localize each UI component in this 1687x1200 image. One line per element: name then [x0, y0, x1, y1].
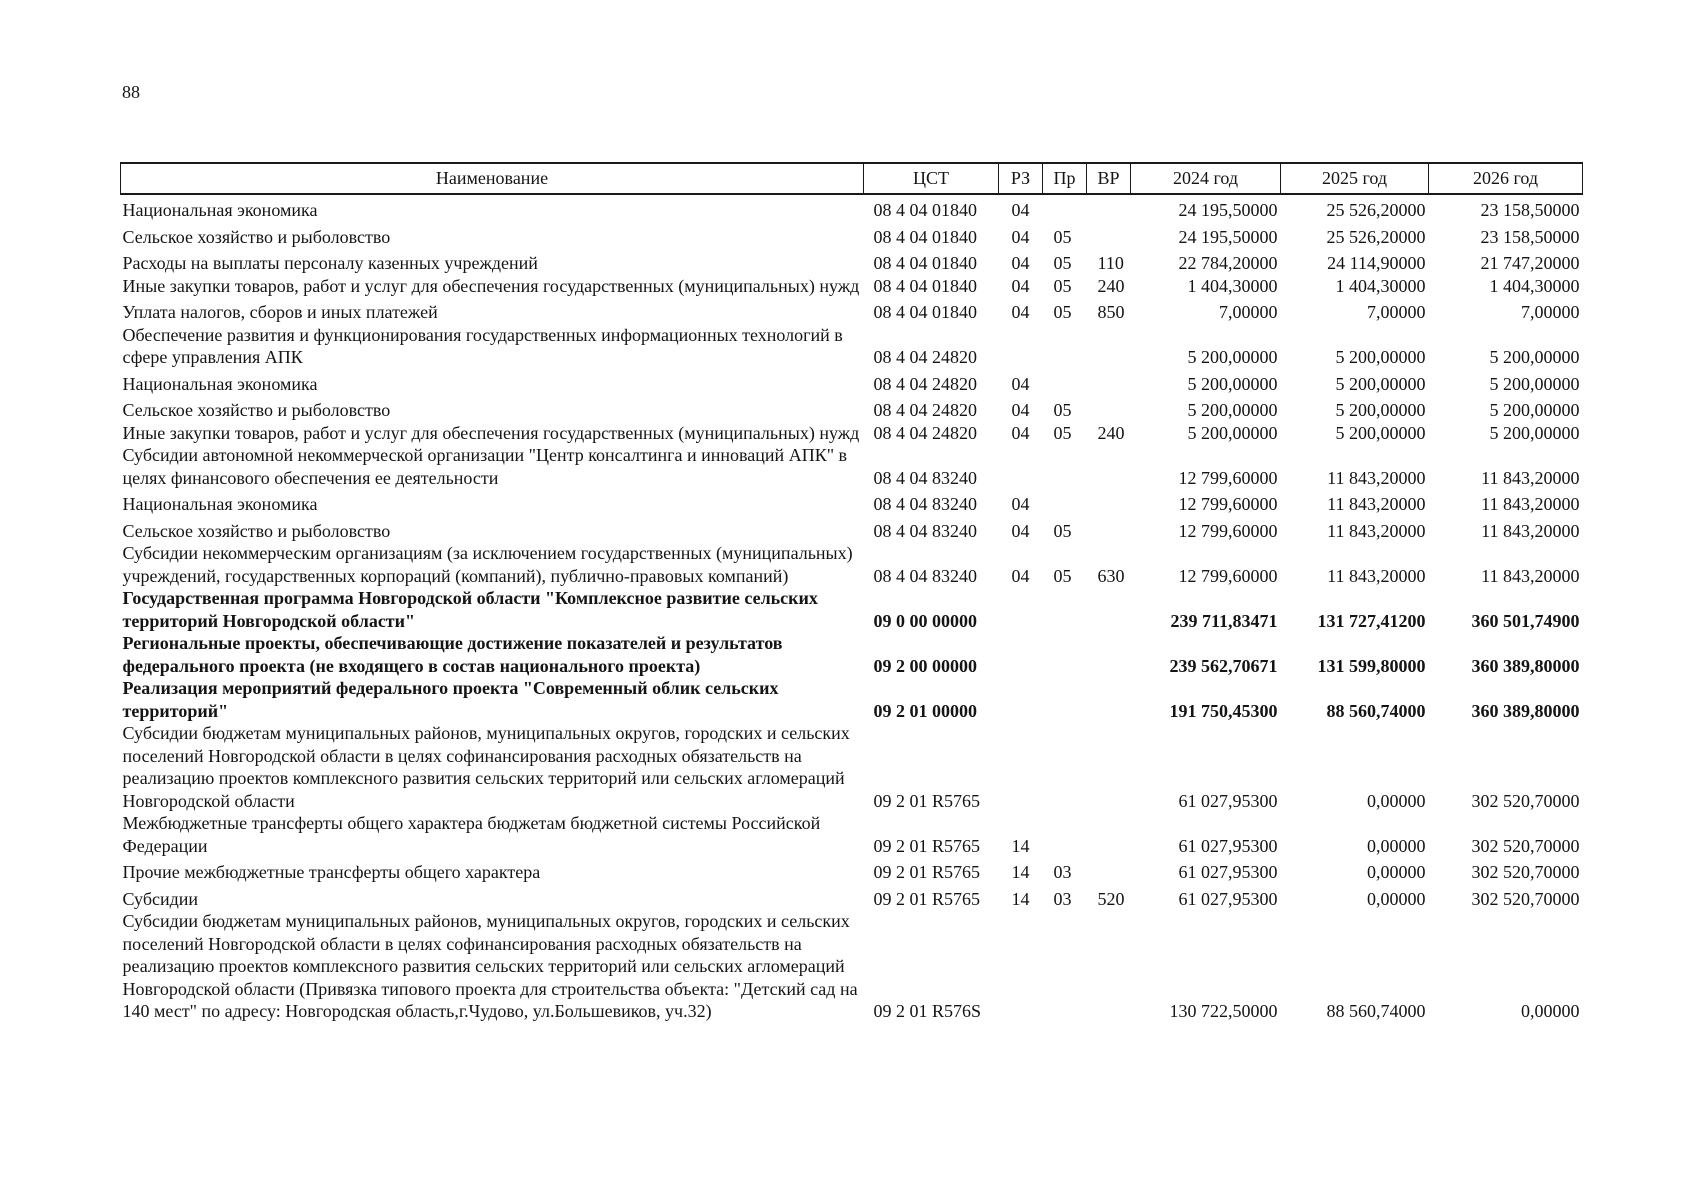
row-code: 08 4 04 01840	[873, 253, 977, 273]
row-amount-2026: 302 520,70000	[1471, 862, 1580, 882]
row-rz: 04	[1011, 494, 1030, 514]
row-amount-2024: 12 799,60000	[1178, 520, 1278, 541]
row-pr: 03	[1053, 862, 1072, 882]
row-amount-2024: 191 750,45300	[1169, 700, 1278, 721]
row-amount-2025: 11 843,20000	[1327, 494, 1426, 514]
row-name: Реализация мероприятий федерального проекта "Современный облик сельских территорий"	[122, 678, 779, 721]
row-pr: 05	[1053, 253, 1072, 273]
row-code: 08 4 04 24820	[873, 373, 977, 394]
row-amount-2025: 11 843,20000	[1327, 520, 1426, 541]
row-amount-2026: 11 843,20000	[1481, 494, 1580, 514]
row-name: Межбюджетные трансферты общего характера бюджетам бюджетной системы Российской Федерации	[122, 813, 821, 856]
row-name: Субсидии бюджетам муниципальных районов, муниципальных округов, городских и сельских поселений Новгородской области в целях софинансирования расходных обязательств на реализацию проектов комплексного развития сельских территорий или сельских агломераций Новгородской области (Привязка типового проекта для строительства объекта: "Детский сад на 140 мест" по адресу: Новгородская область,г.Чудово, ул.Большевиков, уч.32)	[122, 911, 858, 1021]
row-code: 09 2 01 R5765	[873, 888, 981, 909]
row-amount-2026: 0,00000	[1521, 1001, 1580, 1021]
table-row	[121, 812, 1583, 857]
row-code: 08 4 04 24820	[873, 422, 977, 443]
table-row	[121, 587, 1583, 632]
header-vr: ВР	[1087, 163, 1131, 194]
table-row	[121, 248, 1583, 275]
row-code: 08 4 04 01840	[873, 275, 977, 296]
row-code: 09 2 01 R5765	[873, 862, 981, 882]
row-amount-2026: 360 389,80000	[1471, 700, 1580, 721]
row-vr	[1087, 222, 1131, 249]
row-amount-2024: 61 027,95300	[1178, 862, 1278, 882]
row-amount-2024: 12 799,60000	[1178, 494, 1278, 514]
table-row	[121, 489, 1583, 516]
row-code: 09 2 01 00000	[873, 700, 977, 721]
row-pr: 05	[1053, 400, 1072, 420]
row-rz: 04	[1011, 275, 1030, 296]
row-rz	[999, 910, 1043, 1023]
row-amount-2026: 5 200,00000	[1489, 373, 1580, 394]
row-name: Субсидии автономной некоммерческой организации "Центр консалтинга и инноваций АПК" в целях финансового обеспечения ее деятельности	[122, 445, 848, 488]
table-body	[121, 194, 1583, 1023]
table-row	[121, 722, 1583, 812]
row-rz: 14	[1011, 888, 1030, 909]
table-header-row	[121, 163, 1583, 194]
row-pr	[1043, 910, 1087, 1023]
row-pr	[1043, 722, 1087, 812]
table-row	[121, 194, 1583, 222]
table-row	[121, 632, 1583, 677]
row-code: 08 4 04 83240	[873, 494, 977, 514]
page-number: 88	[122, 82, 140, 102]
row-rz: 04	[1011, 373, 1030, 394]
row-vr	[1087, 324, 1131, 369]
row-amount-2026: 5 200,00000	[1489, 422, 1580, 443]
row-rz: 04	[1011, 520, 1030, 541]
table-row	[121, 369, 1583, 396]
row-amount-2025: 5 200,00000	[1335, 373, 1426, 394]
table-row	[121, 275, 1583, 298]
row-vr	[1087, 632, 1131, 677]
row-name: Национальная экономика	[122, 373, 318, 394]
row-vr: 110	[1097, 253, 1124, 273]
row-amount-2024: 239 562,70671	[1169, 655, 1278, 676]
row-code: 08 4 04 01840	[873, 302, 977, 322]
row-amount-2024: 7,00000	[1219, 302, 1278, 322]
row-code: 09 0 00 00000	[873, 610, 977, 631]
row-vr: 630	[1097, 565, 1125, 586]
row-name: Национальная экономика	[122, 200, 318, 220]
row-vr: 240	[1097, 422, 1125, 443]
row-amount-2025: 24 114,90000	[1327, 253, 1426, 273]
row-amount-2025: 131 727,41200	[1317, 610, 1426, 631]
row-pr	[1043, 194, 1087, 222]
row-amount-2026: 11 843,20000	[1481, 565, 1580, 586]
row-pr	[1043, 632, 1087, 677]
header-pr: Пр	[1043, 163, 1087, 194]
row-amount-2024: 12 799,60000	[1178, 467, 1278, 488]
row-code: 09 2 00 00000	[873, 655, 977, 676]
row-amount-2025: 5 200,00000	[1335, 347, 1426, 367]
table-row	[121, 910, 1583, 1023]
row-amount-2024: 5 200,00000	[1187, 400, 1278, 420]
row-amount-2024: 61 027,95300	[1178, 790, 1278, 811]
row-code: 08 4 04 24820	[873, 347, 977, 367]
row-name: Региональные проекты, обеспечивающие достижение показателей и результатов федерального проекта (не входящего в состав национального проекта)	[122, 633, 783, 676]
header-year-2025: 2025 год	[1281, 163, 1429, 194]
row-code: 08 4 04 01840	[873, 226, 977, 247]
row-amount-2025: 0,00000	[1367, 862, 1426, 882]
row-pr	[1043, 369, 1087, 396]
row-amount-2026: 11 843,20000	[1481, 467, 1580, 488]
row-amount-2026: 1 404,30000	[1489, 275, 1580, 296]
row-code: 08 4 04 83240	[873, 520, 977, 541]
row-rz	[999, 444, 1043, 489]
row-amount-2026: 21 747,20000	[1480, 253, 1580, 273]
row-vr	[1087, 722, 1131, 812]
row-pr	[1043, 489, 1087, 516]
row-name: Национальная экономика	[122, 494, 318, 514]
row-rz: 04	[1011, 422, 1030, 443]
row-amount-2025: 0,00000	[1367, 790, 1426, 811]
row-amount-2026: 11 843,20000	[1481, 520, 1580, 541]
row-amount-2025: 7,00000	[1367, 302, 1426, 322]
row-name: Сельское хозяйство и рыболовство	[122, 520, 391, 541]
table-row	[121, 422, 1583, 445]
row-amount-2025: 25 526,20000	[1326, 226, 1426, 247]
row-amount-2026: 302 520,70000	[1471, 790, 1580, 811]
row-name: Государственная программа Новгородской области "Комплексное развитие сельских территорий Новгородской области"	[122, 588, 818, 631]
row-rz	[999, 722, 1043, 812]
table-row	[121, 444, 1583, 489]
row-rz: 14	[1011, 835, 1030, 856]
row-vr	[1087, 812, 1131, 857]
header-code: ЦСТ	[864, 163, 999, 194]
row-rz: 04	[1011, 400, 1030, 420]
header-rz: РЗ	[999, 163, 1043, 194]
row-name: Обеспечение развития и функционирования государственных информационных технологий в сфере управления АПК	[122, 324, 843, 367]
row-pr: 05	[1053, 520, 1072, 541]
row-vr	[1087, 444, 1131, 489]
table-row	[121, 677, 1583, 722]
row-amount-2024: 130 722,50000	[1169, 1001, 1278, 1021]
row-vr	[1087, 395, 1131, 422]
row-amount-2025: 11 843,20000	[1327, 467, 1426, 488]
row-rz: 04	[1011, 302, 1030, 322]
row-rz	[999, 632, 1043, 677]
row-vr	[1087, 857, 1131, 884]
row-code: 09 2 01 R576S	[873, 1001, 982, 1021]
table-row	[121, 516, 1583, 543]
row-vr: 520	[1097, 888, 1125, 909]
row-name: Расходы на выплаты персоналу казенных учреждений	[122, 253, 538, 273]
row-rz: 04	[1011, 253, 1030, 273]
row-vr	[1087, 489, 1131, 516]
row-amount-2025: 0,00000	[1367, 835, 1426, 856]
row-vr	[1087, 369, 1131, 396]
row-amount-2025: 5 200,00000	[1335, 400, 1426, 420]
row-amount-2025: 1 404,30000	[1335, 275, 1426, 296]
row-rz	[999, 677, 1043, 722]
row-amount-2026: 5 200,00000	[1489, 347, 1580, 367]
row-amount-2024: 24 195,50000	[1178, 200, 1278, 220]
row-code: 09 2 01 R5765	[873, 790, 981, 811]
row-amount-2026: 23 158,50000	[1480, 226, 1580, 247]
row-code: 08 4 04 83240	[873, 467, 977, 488]
row-amount-2024: 239 711,83471	[1170, 610, 1278, 631]
row-name: Субсидии бюджетам муниципальных районов, муниципальных округов, городских и сельских поселений Новгородской области в целях софинансирования расходных обязательств на реализацию проектов комплексного развития сельских территорий или сельских агломераций Новгородской области	[122, 723, 850, 811]
row-amount-2026: 302 520,70000	[1471, 835, 1580, 856]
table-row	[121, 542, 1583, 587]
row-vr	[1087, 516, 1131, 543]
row-amount-2024: 61 027,95300	[1178, 888, 1278, 909]
row-vr	[1087, 677, 1131, 722]
row-name: Сельское хозяйство и рыболовство	[122, 400, 391, 420]
budget-table	[120, 162, 1583, 1023]
row-name: Иные закупки товаров, работ и услуг для обеспечения государственных (муниципальных) нужд	[122, 422, 860, 443]
row-amount-2025: 25 526,20000	[1326, 200, 1426, 220]
row-code: 09 2 01 R5765	[873, 835, 981, 856]
row-amount-2026: 5 200,00000	[1489, 400, 1580, 420]
table-row	[121, 222, 1583, 249]
row-pr	[1043, 324, 1087, 369]
header-name: Наименование	[121, 163, 864, 194]
row-amount-2026: 302 520,70000	[1471, 888, 1580, 909]
row-amount-2024: 61 027,95300	[1178, 835, 1278, 856]
table-row	[121, 324, 1583, 369]
row-code: 08 4 04 24820	[873, 400, 977, 420]
row-amount-2026: 360 389,80000	[1471, 655, 1580, 676]
row-rz: 04	[1011, 565, 1030, 586]
row-pr	[1043, 444, 1087, 489]
row-amount-2025: 0,00000	[1367, 888, 1426, 909]
header-year-2026: 2026 год	[1429, 163, 1583, 194]
table-row	[121, 395, 1583, 422]
row-vr	[1087, 910, 1131, 1023]
row-rz	[999, 587, 1043, 632]
row-amount-2025: 88 560,74000	[1326, 700, 1426, 721]
row-name: Уплата налогов, сборов и иных платежей	[122, 302, 438, 322]
row-pr: 05	[1053, 302, 1072, 322]
row-code: 08 4 04 83240	[873, 565, 977, 586]
row-vr	[1087, 194, 1131, 222]
row-amount-2024: 22 784,20000	[1178, 253, 1278, 273]
row-amount-2025: 131 599,80000	[1317, 655, 1426, 676]
row-pr	[1043, 812, 1087, 857]
row-amount-2024: 1 404,30000	[1187, 275, 1278, 296]
row-pr: 03	[1053, 888, 1072, 909]
row-amount-2025: 5 200,00000	[1335, 422, 1426, 443]
row-pr: 05	[1053, 275, 1072, 296]
row-vr: 240	[1097, 275, 1125, 296]
row-amount-2024: 12 799,60000	[1178, 565, 1278, 586]
row-name: Субсидии	[122, 888, 199, 909]
row-amount-2026: 360 501,74900	[1471, 610, 1580, 631]
row-pr: 05	[1053, 422, 1072, 443]
row-pr: 05	[1053, 226, 1072, 247]
row-amount-2024: 5 200,00000	[1187, 373, 1278, 394]
row-name: Сельское хозяйство и рыболовство	[122, 226, 391, 247]
row-amount-2024: 5 200,00000	[1187, 347, 1278, 367]
table-row	[121, 297, 1583, 324]
row-vr	[1087, 587, 1131, 632]
row-code: 08 4 04 01840	[873, 200, 977, 220]
row-name: Субсидии некоммерческим организациям (за исключением государственных (муниципальных) учреждений, государственных корпораций (компаний), публично-правовых компаний)	[122, 543, 853, 586]
row-amount-2025: 88 560,74000	[1326, 1001, 1426, 1021]
row-amount-2024: 24 195,50000	[1178, 226, 1278, 247]
table-row	[121, 857, 1583, 884]
row-amount-2026: 7,00000	[1521, 302, 1580, 322]
header-year-2024: 2024 год	[1131, 163, 1281, 194]
row-pr	[1043, 677, 1087, 722]
row-pr	[1043, 587, 1087, 632]
row-rz: 14	[1011, 862, 1030, 882]
row-amount-2024: 5 200,00000	[1187, 422, 1278, 443]
row-amount-2025: 11 843,20000	[1327, 565, 1426, 586]
row-name: Прочие межбюджетные трансферты общего характера	[122, 862, 541, 882]
row-amount-2026: 23 158,50000	[1480, 200, 1580, 220]
row-pr: 05	[1053, 565, 1072, 586]
row-vr: 850	[1097, 302, 1125, 322]
table-row	[121, 884, 1583, 911]
row-rz: 04	[1011, 226, 1030, 247]
row-name: Иные закупки товаров, работ и услуг для обеспечения государственных (муниципальных) нужд	[122, 275, 860, 296]
row-rz: 04	[1011, 200, 1030, 220]
row-rz	[999, 324, 1043, 369]
